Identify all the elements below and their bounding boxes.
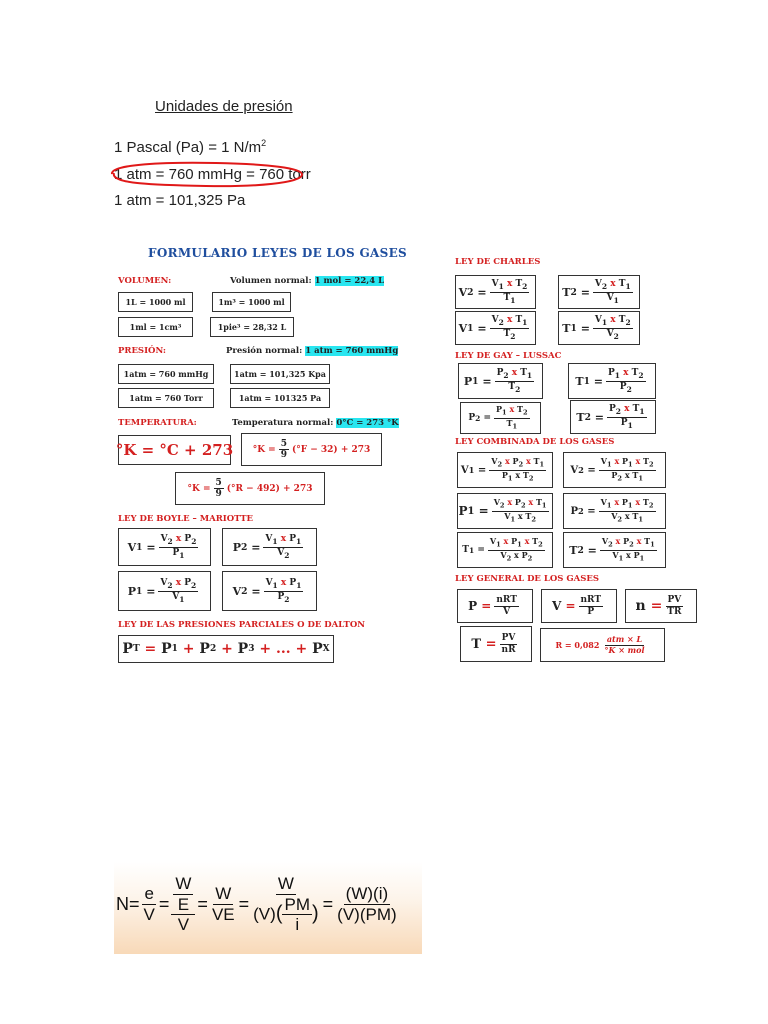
boyle-p1-formula: P 1 = $\frac{V_2 x P_2}{V_1}$ [118,571,211,611]
pascal-line: 1 Pascal (Pa) = 1 $N/m^2$ [114,138,267,156]
red-circle-annotation [106,160,306,188]
comb-p1-formula: P 1 = $\frac{V_2 x P_2 x T_1}{V_1 x T_2}$ [457,493,553,529]
boyle-v1-formula: V 1 = $\frac{V_2 x P_2}{P_1}$ [118,528,211,566]
charles-label: LEY DE CHARLES [455,257,541,267]
gen-p-formula: P = $\frac{\text{nRT}}{V}$ [457,589,533,623]
gen-n-formula: n = $\frac{PV}{TR}$ [625,589,697,623]
boyle-label: LEY DE BOYLE – MARIOTTE [118,514,254,524]
unit-box: 1pie³ = 28,32 L [210,317,294,337]
general-label: LEY GENERAL DE LOS GASES [455,574,599,584]
charles-v2-formula: V 2 = $\frac{V_1 x T_2}{T_1}$ [455,275,536,309]
temperatura-normal: Temperatura normal: 0°C = 273 °K [232,418,399,428]
dalton-formula: P T = P 1 + P 2 + P 3 + ... + P X [118,635,334,663]
dalton-label: LEY DE LAS PRESIONES PARCIALES O DE DALTON [118,620,366,630]
presion-normal: Presión normal: 1 atm = 760 mmHg [226,346,399,356]
boyle-p2-formula: P 2 = $\frac{V_1 x P_1}{V_2}$ [222,528,317,566]
unit-box: 1atm = 760 mmHg [118,364,214,384]
formulario-title: FORMULARIO LEYES DE LOS GASES [148,246,408,260]
normality-formula: N= $\frac{e}{V}$ = $\frac{\frac{W}{E}}{V}$ = $\frac{W}{VE}$ = W (V)( $\frac{PM}{i}$ ) = $\frac{(W)(i)}{(V)(PM)}$ [116,874,397,935]
temperatura-label: TEMPERATURA: [118,418,197,428]
gen-r-constant: R = 0,082 $\frac{\text{atm × L}}{\text{°K × mol}}$ [540,628,665,662]
comb-t1-formula: T 1 = $\frac{V_1 x P_1 x T_2}{V_2 x P_2}$ [457,532,553,568]
unit-box: 1atm = 101325 Pa [230,388,330,408]
gl-t1-formula: T 1 = $\frac{P_1 x T_2}{P_2}$ [568,363,656,399]
charles-t2-formula: T 2 = $\frac{V_2 x T_1}{V_1}$ [558,275,640,309]
comb-v1-formula: V 1 = $\frac{V_2 x P_2 x T_1}{P_1 x T_2}$ [457,452,553,488]
kelvin-rankine-formula: °K = $\frac{5}{9}$ (°R − 492) + 273 [175,472,325,505]
gay-lussac-label: LEY DE GAY – LUSSAC [455,351,562,361]
kelvin-formula: °K = °C + 273 [118,435,231,465]
charles-v1-formula: V 1 = $\frac{V_2 x T_1}{T_2}$ [455,311,536,345]
kelvin-fahrenheit-formula: °K = $\frac{5}{9}$ (°F − 32) + 273 [241,433,382,466]
charles-t1-formula: T 1 = $\frac{V_1 x T_2}{V_2}$ [558,311,640,345]
atm-pa-line: 1 atm = 101,325 Pa [114,192,246,209]
gl-p1-formula: P 1 = $\frac{P_2 x T_1}{T_2}$ [458,363,543,399]
volumen-label: VOLUMEN: [118,276,172,286]
volumen-normal: Volumen normal: 1 mol = 22,4 L [230,276,385,286]
unit-box: 1L = 1000 ml [118,292,193,312]
atm-mmhg-line: 1 atm = 760 mmHg = 760 torr [114,166,311,183]
gen-v-formula: V = $\frac{\text{nRT}}{P}$ [541,589,617,623]
unit-box: 1atm = 760 Torr [118,388,214,408]
unit-box: 1m³ = 1000 ml [212,292,291,312]
comb-v2-formula: V 2 = $\frac{V_1 x P_1 x T_2}{P_2 x T_1}$ [563,452,666,488]
unit-box: 1ml = 1cm³ [118,317,193,337]
combinada-label: LEY COMBINADA DE LOS GASES [455,437,615,447]
notes-title: Unidades de presión [155,98,293,115]
boyle-v2-formula: V 2 = $\frac{V_1 x P_1}{P_2}$ [222,571,317,611]
comb-p2-formula: P 2 = $\frac{V_1 x P_1 x T_2}{V_2 x T_1}$ [563,493,666,529]
comb-t2-formula: T 2 = $\frac{V_2 x P_2 x T_1}{V_1 x P_1}$ [563,532,666,568]
gen-t-formula: T = $\frac{PV}{nR}$ [460,626,532,662]
gl-p2-formula: P 2 = $\frac{P_1 x T_2}{T_1}$ [460,402,541,434]
presion-label: PRESIÓN: [118,346,167,356]
gl-t2-formula: T 2 = $\frac{P_2 x T_1}{P_1}$ [570,400,656,434]
unit-box: 1atm = 101,325 Kpa [230,364,330,384]
